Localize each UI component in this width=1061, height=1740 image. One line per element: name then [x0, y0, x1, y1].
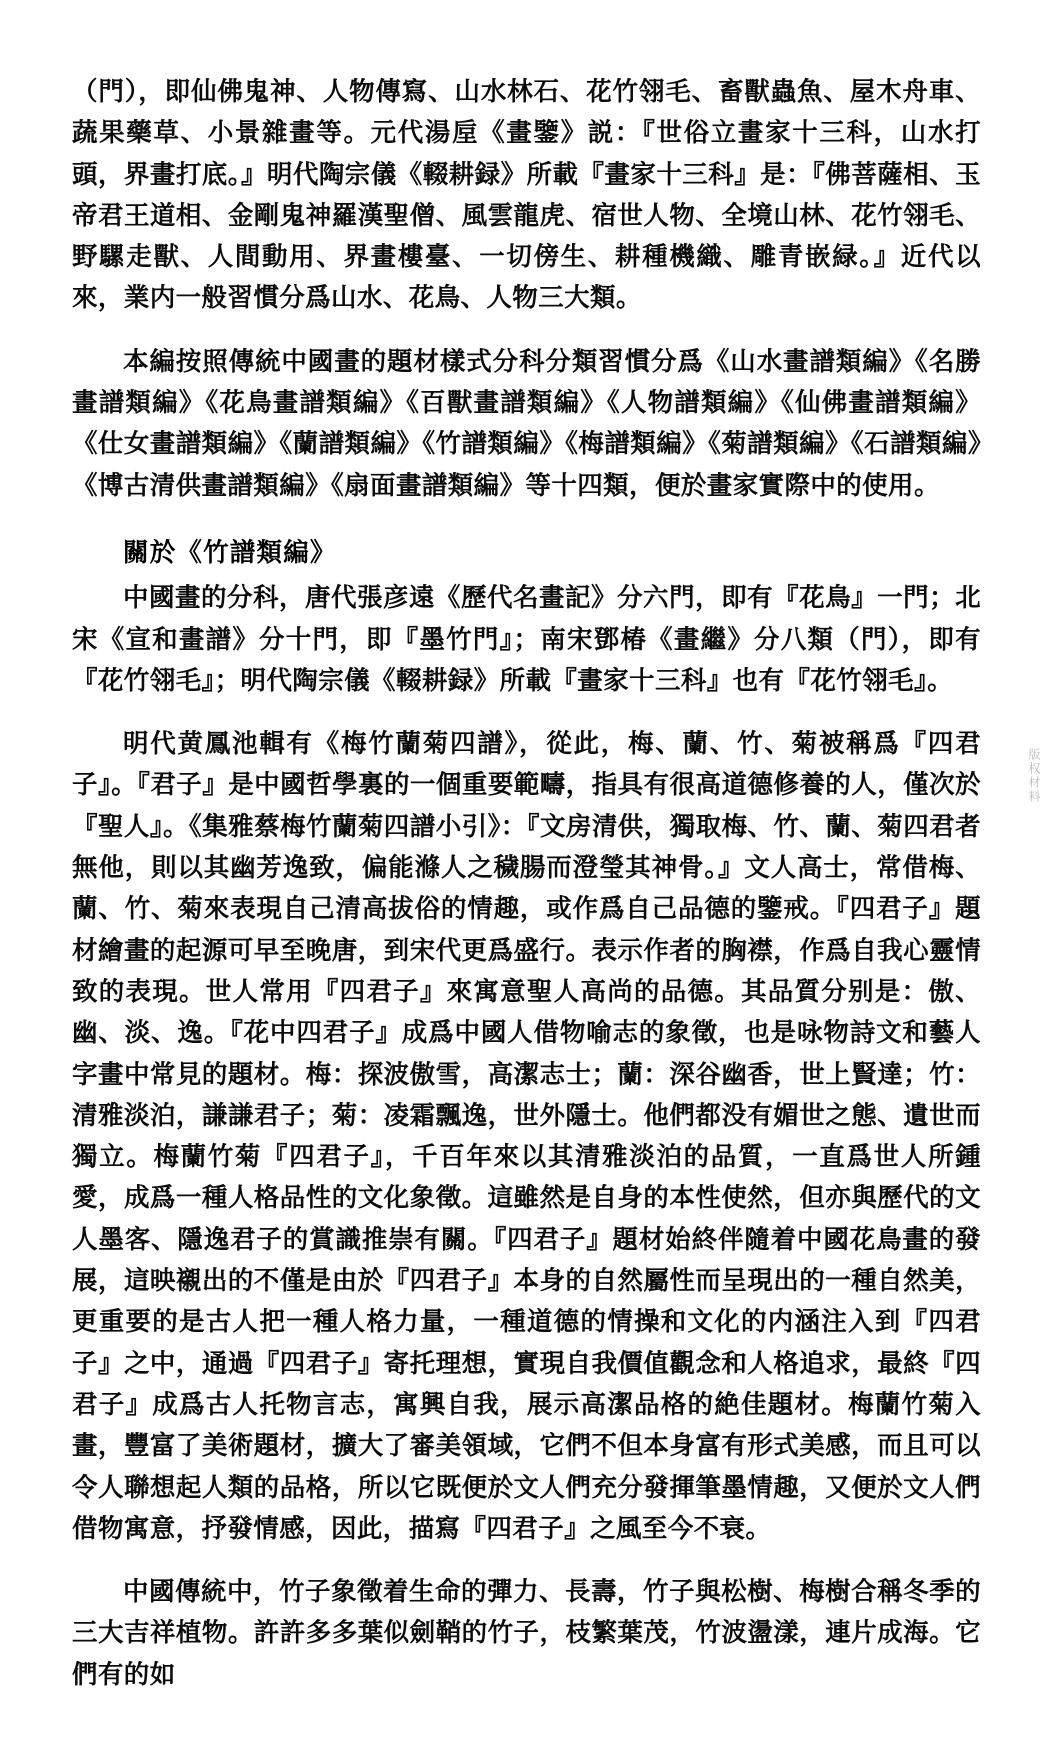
- body-paragraph: 中國傳統中，竹子象徵着生命的彈力、長壽，竹子與松樹、梅樹合稱冬季的三大吉祥植物。許許多多葉似劍鞘的竹子，枝繁葉茂，竹波盪漾，連片成海。它們有的如: [72, 1577, 981, 1690]
- body-paragraph: 明代黄鳳池輯有《梅竹蘭菊四譜》，從此，梅、蘭、竹、菊被稱爲『四君子』。『君子』是中國哲學裏的一個重要範疇，指具有很高道德修養的人，僅次於『聖人』。《集雅蔡梅竹蘭菊四譜小引》：『文房清供，獨取梅、竹、蘭、菊四君者無他，則以其幽芳逸致，偏能滌人之穢腸而澄瑩其神骨。』文人高士，常借梅、蘭、竹、菊來表現自己清高拔俗的情趣，或作爲自己品德的鑒戒。『四君子』題材繪畫的起源可早至晚唐，到宋代更爲盛行。表示作者的胸襟，作爲自我心靈情致的表現。世人常用『四君子』來寓意聖人高尚的品德。其品質分别是：傲、幽、淡、逸。『花中四君子』成爲中國人借物喻志的象徵，也是咏物詩文和藝人字畫中常見的題材。梅：探波傲雪，高潔志士；蘭：深谷幽香，世上賢達；竹：清雅淡泊，謙謙君子；菊：凌霜飄逸，世外隱士。他們都没有媚世之態、遺世而獨立。梅蘭竹菊『四君子』，千百年來以其清雅淡泊的品質，一直爲世人所鍾愛，成爲一種人格品性的文化象徵。這雖然是自身的本性使然，但亦與歷代的文人墨客、隱逸君子的賞識推崇有關。『四君子』題材始終伴隨着中國花鳥畫的發展，這映襯出的不僅是由於『四君子』本身的自然屬性而呈現出的一種自然美，更重要的是古人把一種人格力量，一種道德的情操和文化的内涵注入到『四君子』之中，通過『四君子』寄托理想，實現自我價值觀念和人格追求，最終『四君子』成爲古人托物言志，寓興自我，展示高潔品格的絶佳題材。梅蘭竹菊入畫，豐富了美術題材，擴大了審美領域，它們不但本身富有形式美感，而且可以令人聯想起人類的品格，所以它既便於文人們充分發揮筆墨情趣，又便於文人們借物寓意，抒發情感，因此，描寫『四君子』之風至今不衰。: [72, 729, 981, 1544]
- body-paragraph: 本編按照傳統中國畫的題材樣式分科分類習慣分爲《山水畫譜類編》《名勝畫譜類編》《花鳥畫譜類編》《百獸畫譜類編》《人物譜類編》《仙佛畫譜類編》《仕女畫譜類編》《蘭譜類編》《竹譜類編》《梅譜類編》《菊譜類編》《石譜類編》《博古清供畫譜類編》《扇面畫譜類編》等十四類，便於畫家實際中的使用。: [72, 346, 981, 501]
- copyright-margin-note: 版权材料: [1027, 748, 1041, 804]
- body-paragraph: （門），即仙佛鬼神、人物傳寫、山水林石、花竹翎毛、畜獸蟲魚、屋木舟車、蔬果藥草、小景雜畫等。元代湯垕《畫鑒》説：『世俗立畫家十三科，山水打頭，界畫打底。』明代陶宗儀《輟耕録》所載『畫家十三科』是：『佛菩薩相、玉帝君王道相、金剛鬼神羅漢聖僧、風雲龍虎、宿世人物、全境山林、花竹翎毛、野騾走獸、人間動用、界畫樓臺、一切傍生、耕種機織、雕青嵌緑。』近代以來，業内一般習慣分爲山水、花鳥、人物三大類。: [72, 77, 981, 314]
- section-heading: 關於《竹譜類編》: [123, 537, 337, 568]
- body-paragraph: 中國畫的分科，唐代張彦遠《歷代名畫記》分六門，即有『花鳥』一門；北宋《宣和畫譜》分十門，即『墨竹門』；南宋鄧椿《畫繼》分八類（門），即有『花竹翎毛』；明代陶宗儀《輟耕録》所載『畫家十三科』也有『花竹翎毛』。: [72, 583, 981, 696]
